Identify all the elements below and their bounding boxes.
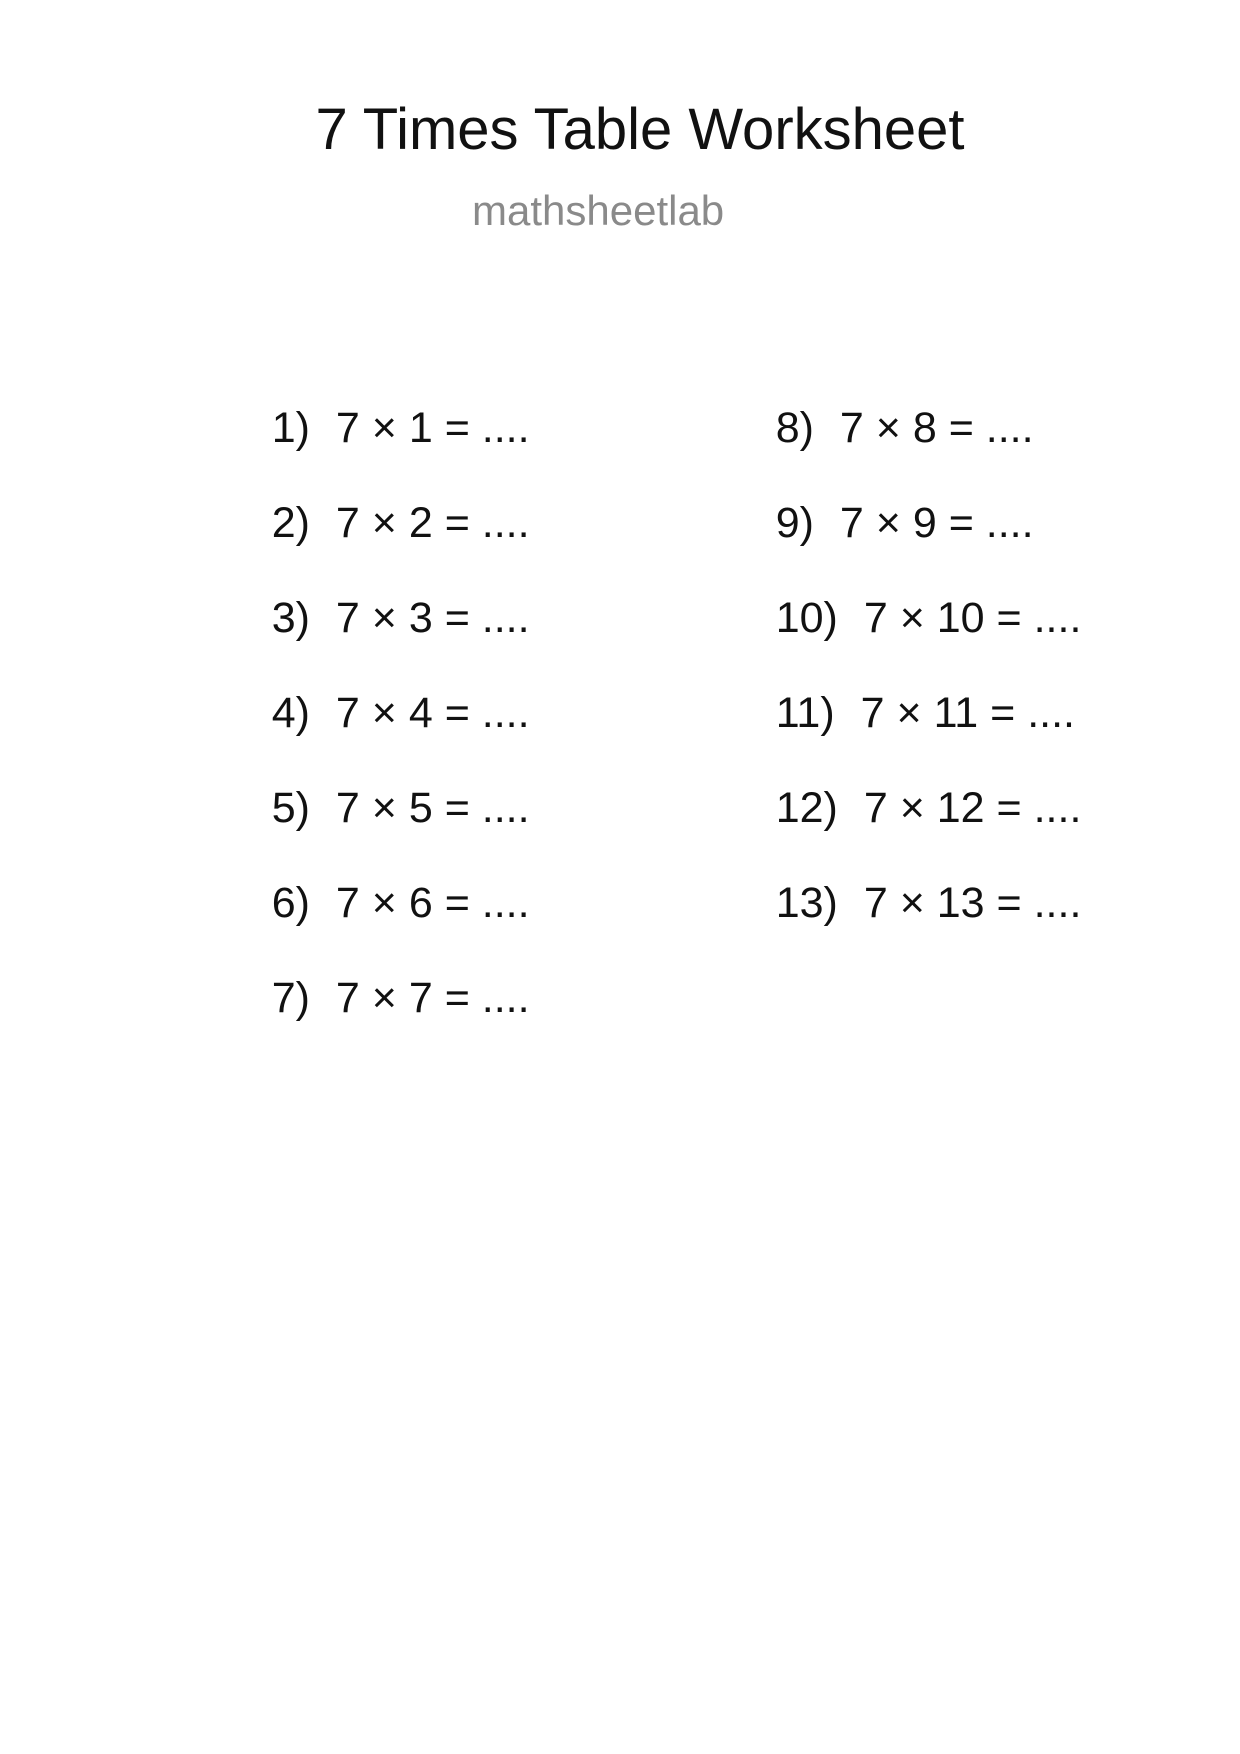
problem-expression: 7 × 2 = ....: [335, 499, 530, 547]
problem-item: [200, 920, 530, 1076]
problem-number: 6): [271, 879, 310, 927]
problem-expression: 7 × 12 = ....: [863, 784, 1082, 832]
problem-number: 5): [271, 784, 310, 832]
problem-number: 12): [775, 784, 838, 832]
problem-expression: 7 × 10 = ....: [863, 594, 1082, 642]
problem-number: 3): [271, 594, 310, 642]
problem-number: 4): [271, 689, 310, 737]
problem-item: [704, 825, 1081, 981]
problem-expression: 7 × 11 = ....: [860, 689, 1076, 737]
problem-number: 8): [775, 404, 814, 452]
page-title: 7 Times Table Worksheet: [315, 97, 965, 162]
problem-expression: 7 × 13 = ....: [863, 879, 1082, 927]
problem-expression: 7 × 4 = ....: [335, 689, 530, 737]
problem-number: 10): [775, 594, 838, 642]
brand-name: mathsheetlab: [472, 187, 725, 234]
problem-number: 13): [775, 879, 838, 927]
problem-expression: 7 × 5 = ....: [335, 784, 530, 832]
problem-expression: 7 × 7 = ....: [335, 974, 530, 1022]
problem-number: 2): [271, 499, 310, 547]
problem-expression: 7 × 3 = ....: [335, 594, 530, 642]
problem-expression: 7 × 9 = ....: [839, 499, 1034, 547]
problem-number: 11): [775, 689, 835, 737]
problem-expression: 7 × 6 = ....: [335, 879, 530, 927]
problem-number: 7): [271, 974, 310, 1022]
problem-expression: 7 × 1 = ....: [335, 404, 530, 452]
problem-number: 9): [775, 499, 814, 547]
problem-list: [0, 350, 1240, 1022]
problem-number: 1): [271, 404, 310, 452]
problem-expression: 7 × 8 = ....: [839, 404, 1034, 452]
